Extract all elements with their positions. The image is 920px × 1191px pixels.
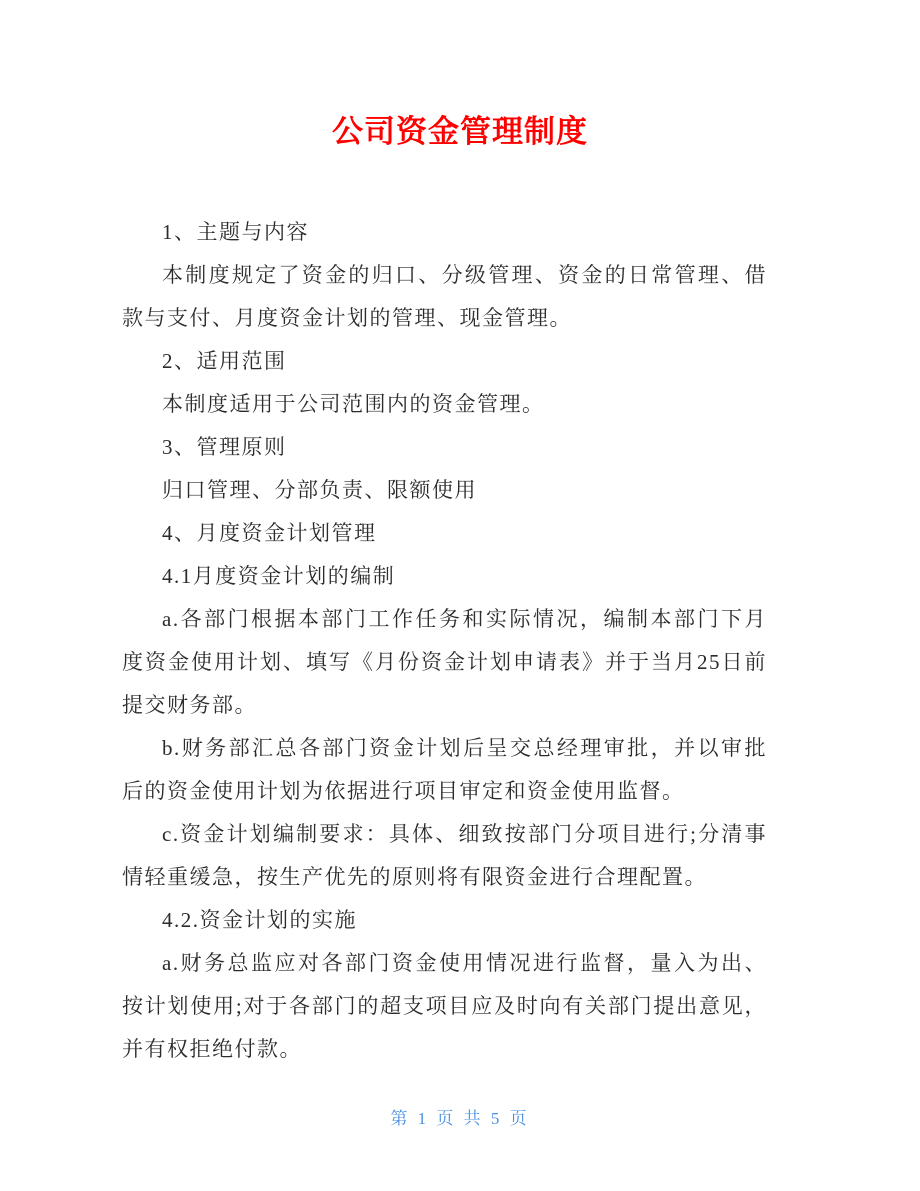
document-title: 公司资金管理制度: [332, 114, 588, 149]
body-line: b.财务部汇总各部门资金计划后呈交总经理审批，并以审批: [162, 736, 767, 760]
page-number-label: 第 1 页 共 5 页: [390, 1109, 530, 1128]
body-line: 4.2.资金计划的实施: [162, 908, 357, 932]
body-line: 3、管理原则: [162, 435, 287, 459]
body-line: 款与支付、月度资金计划的管理、现金管理。: [122, 306, 572, 330]
body-line: a.各部门根据本部门工作任务和实际情况，编制本部门下月: [162, 607, 767, 631]
body-line: 4、月度资金计划管理: [162, 521, 377, 545]
body-line: 提交财务部。: [122, 693, 257, 717]
body-line: 本制度规定了资金的归口、分级管理、资金的日常管理、借: [162, 263, 767, 287]
body-line: 4.1月度资金计划的编制: [162, 564, 396, 588]
body-line: 后的资金使用计划为依据进行项目审定和资金使用监督。: [122, 779, 685, 803]
body-line: 归口管理、分部负责、限额使用: [162, 478, 477, 502]
body-line: 并有权拒绝付款。: [122, 1037, 302, 1061]
body-line: 情轻重缓急，按生产优先的原则将有限资金进行合理配置。: [122, 865, 707, 889]
body-line: 2、适用范围: [162, 349, 287, 373]
body-line: 度资金使用计划、填写《月份资金计划申请表》并于当月25日前: [122, 650, 767, 674]
body-line: 按计划使用;对于各部门的超支项目应及时向有关部门提出意见，: [122, 994, 767, 1018]
document-body: [122, 211, 767, 1071]
page-footer: [0, 1107, 920, 1131]
body-line: a.财务总监应对各部门资金使用情况进行监督，量入为出、: [162, 951, 767, 975]
body-line: 本制度适用于公司范围内的资金管理。: [162, 392, 545, 416]
body-line: c.资金计划编制要求：具体、细致按部门分项目进行;分清事: [162, 822, 767, 846]
body-line: 1、主题与内容: [162, 220, 309, 244]
